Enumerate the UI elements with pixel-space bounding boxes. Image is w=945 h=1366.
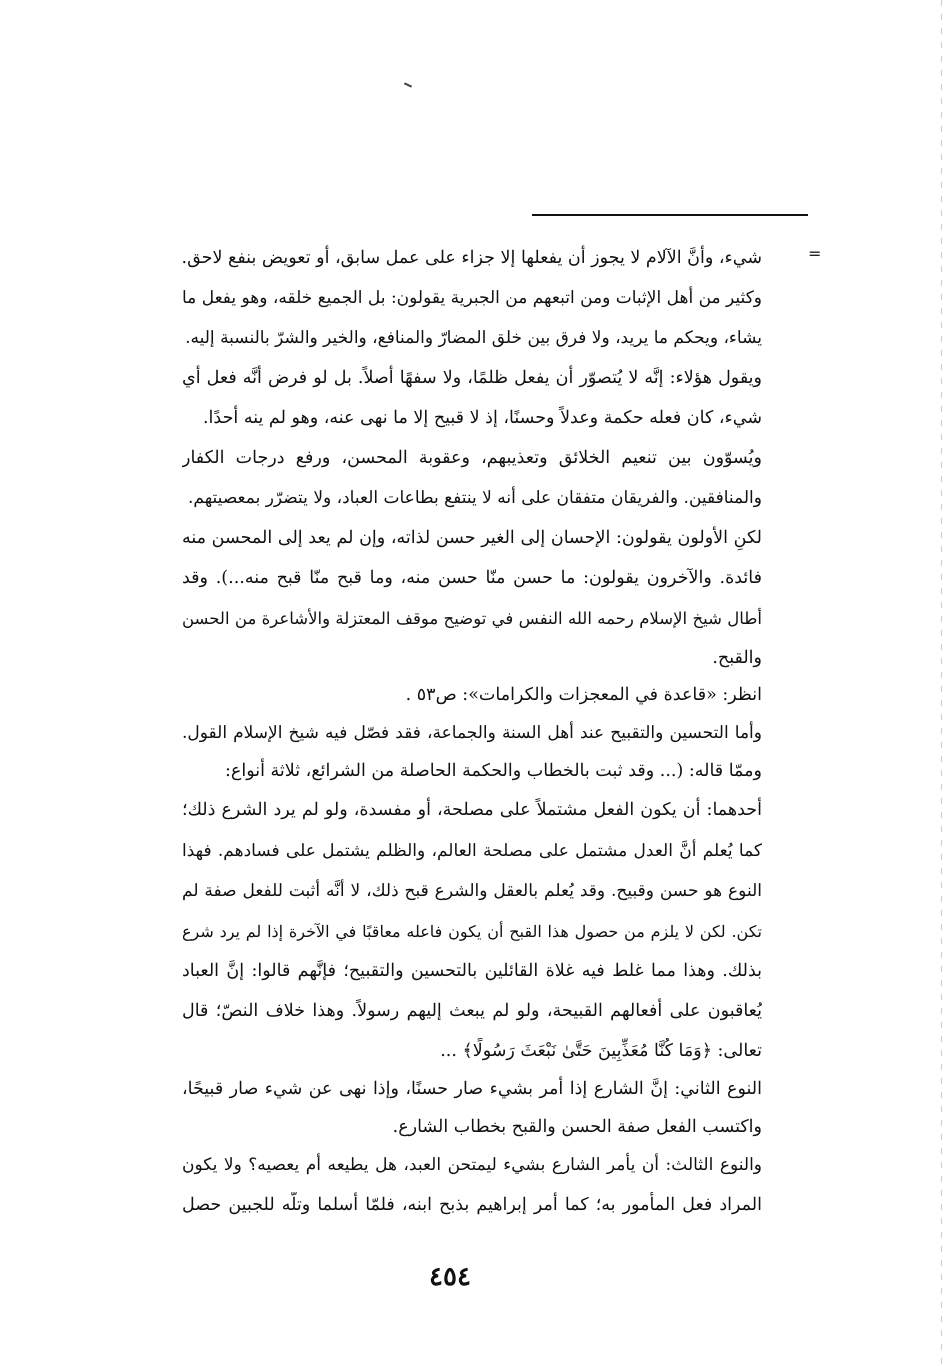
text-line: أطال شيخ الإسلام رحمه الله النفس في توضيح موقف المعتزلة والأشاعرة من الحسن bbox=[182, 609, 762, 628]
scan-edge bbox=[941, 0, 942, 1366]
page-number: ٤٥٤ bbox=[429, 1262, 471, 1292]
text-line: شيء، وأنَّ الآلام لا يجوز أن يفعلها إلا جزاء على عمل سابق، أو تعويض بنفع لاحق. bbox=[182, 248, 762, 268]
text-line: والنوع الثالث: أن يأمر الشارع بشيء ليمتحن العبد، هل يطيعه أم يعصيه؟ ولا يكون bbox=[182, 1155, 762, 1175]
text-line: والمنافقين. والفريقان متفقان على أنه لا ينتفع بطاعات العباد، ولا يتضرّر بمعصيتهم. bbox=[188, 488, 762, 508]
text-line: وأما التحسين والتقبيح عند أهل السنة والجماعة، فقد فصّل فيه شيخ الإسلام القول. bbox=[182, 723, 762, 743]
text-line: وممّا قاله: (... وقد ثبت بالخطاب والحكمة الحاصلة من الشرائع، ثلاثة أنواع: bbox=[225, 761, 762, 781]
text-line: انظر: «قاعدة في المعجزات والكرامات»: ص٥٣ . bbox=[405, 685, 762, 705]
text-line: أحدهما: أن يكون الفعل مشتملاً على مصلحة، أو مفسدة، ولو لم يرد الشرع ذلك؛ bbox=[182, 800, 762, 820]
text-line: تعالى: ﴿وَمَا كُنَّا مُعَذِّبِينَ حَتَّىٰ نَبْعَثَ رَسُولًا﴾ ... bbox=[440, 1041, 762, 1061]
text-line: ويقول هؤلاء: إنَّه لا يُتصوّر أن يفعل ظلمًا، ولا سفهًا أصلاً. بل لو فرض أنَّه فعل أي bbox=[182, 368, 762, 388]
text-line: فائدة. والآخرون يقولون: ما حسن منّا حسن منه، وما قبح منّا قبح منه...). وقد bbox=[182, 568, 762, 588]
text-line: بذلك. وهذا مما غلط فيه غلاة القائلين بالتحسين والتقبيح؛ فإنَّهم قالوا: إنَّ العباد bbox=[182, 961, 762, 981]
text-line: النوع الثاني: إنَّ الشارع إذا أمر بشيء صار حسنًا، وإذا نهى عن شيء صار قبيحًا، bbox=[182, 1079, 762, 1099]
footnote-separator-rule bbox=[532, 214, 808, 216]
text-line: تكن. لكن لا يلزم من حصول هذا القبح أن يكون فاعله معاقبًا في الآخرة إذا لم يرد شرع bbox=[182, 922, 762, 941]
text-line: يشاء، ويحكم ما يريد، ولا فرق بين خلق المضارّ والمنافع، والخير والشرّ بالنسبة إليه. bbox=[185, 328, 762, 348]
text-line: وكثير من أهل الإثبات ومن اتبعهم من الجبرية يقولون: بل الجميع خلقه، وهو يفعل ما bbox=[182, 288, 762, 308]
text-line: واكتسب الفعل صفة الحسن والقبح بخطاب الشارع. bbox=[392, 1117, 762, 1137]
text-line: النوع هو حسن وقبيح. وقد يُعلم بالعقل والشرع قبح ذلك، لا أنَّه أثبت للفعل صفة لم bbox=[182, 881, 762, 901]
text-line: ويُسوّون بين تنعيم الخلائق وتعذيبهم، وعقوبة المحسن، ورفع درجات الكفار bbox=[182, 448, 762, 468]
footnote-continuation-marker: = bbox=[808, 244, 822, 263]
text-line: لكنِ الأولون يقولون: الإحسان إلى الغير حسن لذاته، وإن لم يعد إلى المحسن منه bbox=[182, 528, 762, 548]
text-line: كما يُعلم أنَّ العدل مشتمل على مصلحة العالم، والظلم يشتمل على فسادهم. فهذا bbox=[182, 841, 762, 861]
text-line: شيء، كان فعله حكمة وعدلاً وحسنًا، إذ لا قبيح إلا ما نهى عنه، وهو لم ينه أحدًا. bbox=[202, 408, 762, 428]
scan-mark bbox=[404, 82, 412, 87]
text-line: المراد فعل المأمور به؛ كما أمر إبراهيم بذبح ابنه، فلمّا أسلما وتلّه للجبين حصل bbox=[182, 1195, 762, 1215]
text-line: يُعاقبون على أفعالهم القبيحة، ولو لم يبعث إليهم رسولاً. وهذا خلاف النصّ؛ قال bbox=[182, 1001, 762, 1021]
text-line: والقبح. bbox=[712, 648, 762, 668]
